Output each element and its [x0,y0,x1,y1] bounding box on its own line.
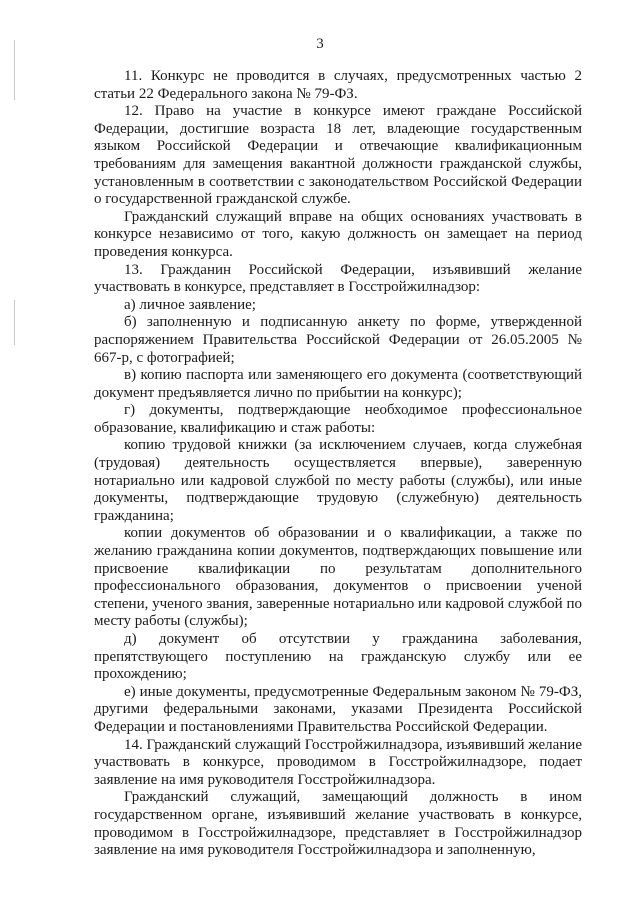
paragraph-14: 14. Гражданский служащий Госстройжилнадзора, изъявивший желание участвовать в конкурсе, проводимом в Госстройжилнадзоре, подает заявление на имя руководителя Госстройжилнадзора. [94,736,582,788]
paragraph-13-a: а) личное заявление; [124,296,256,313]
paragraph-13-v: в) копию паспорта или заменяющего его документа (соответствующий документ предъявляется лично по прибытии на конкурс); [94,367,582,401]
paragraph-13-b: б) заполненную и подписанную анкету по форме, утвержденной распоряжением Правительства Российской Федерации от 26.05.2005 № 667-р, с фотографией; [94,314,582,366]
paragraph-12: 12. Право на участие в конкурсе имеют граждане Российской Федерации, достигшие возраста 18 лет, владеющие государственным языком Российской Федерации и отвечающие квалификационным требованиям для замещения вакантной должности гражданской службы, установленным в соответствии с законодательством Российской Федерации о государственной гражданской службе. [94,103,582,208]
paragraph-11: 11. Конкурс не проводится в случаях, предусмотренных частью 2 статьи 22 Федерального закона № 79-ФЗ. [94,68,582,102]
scan-margin-mark [14,40,15,100]
paragraph-13-e: е) иные документы, предусмотренные Федеральным законом № 79-ФЗ, другими федеральными законами, указами Президента Российской Федерации и постановлениями Правительства Российской Федерации. [94,683,582,735]
paragraph-13-d: д) документ об отсутствии у гражданина заболевания, препятствующего поступлению на гражданскую службу или ее прохождению; [94,631,582,683]
document-body [94,68,582,860]
paragraph-13-g-1: копию трудовой книжки (за исключением случаев, когда служебная (трудовая) деятельность осуществляется впервые), заверенную нотариально или кадровой службой по месту работы (службы), или иные документы, подтверждающие трудовую (служебную) деятельность гражданина; [94,437,582,524]
paragraph-14-note: Гражданский служащий, замещающий должность в ином государственном органе, изъявивший желание участвовать в конкурсе, проводимом в Госстройжилнадзоре, представляет в Госстройжилнадзор заявление на имя руководителя Госстройжилнадзора и заполненную, [94,789,582,859]
page-number: 3 [316,36,324,52]
paragraph-12-note: Гражданский служащий вправе на общих основаниях участвовать в конкурсе независимо от того, какую должность он замещает на период проведения конкурса. [94,208,582,260]
scan-margin-mark [14,300,15,345]
paragraph-13: 13. Гражданин Российской Федерации, изъявивший желание участвовать в конкурсе, представляет в Госстройжилнадзор: [94,261,582,296]
paragraph-13-g: г) документы, подтверждающие необходимое профессиональное образование, квалификацию и стаж работы: [94,402,582,436]
paragraph-13-g-2: копии документов об образовании и о квалификации, а также по желанию гражданина копии документов, подтверждающих повышение или присвоение квалификации по результатам дополнительного профессионального образования, документов о присвоении ученой степени, ученого звания, заверенные нотариально или кадровой службой по месту работы (службы); [94,525,582,630]
